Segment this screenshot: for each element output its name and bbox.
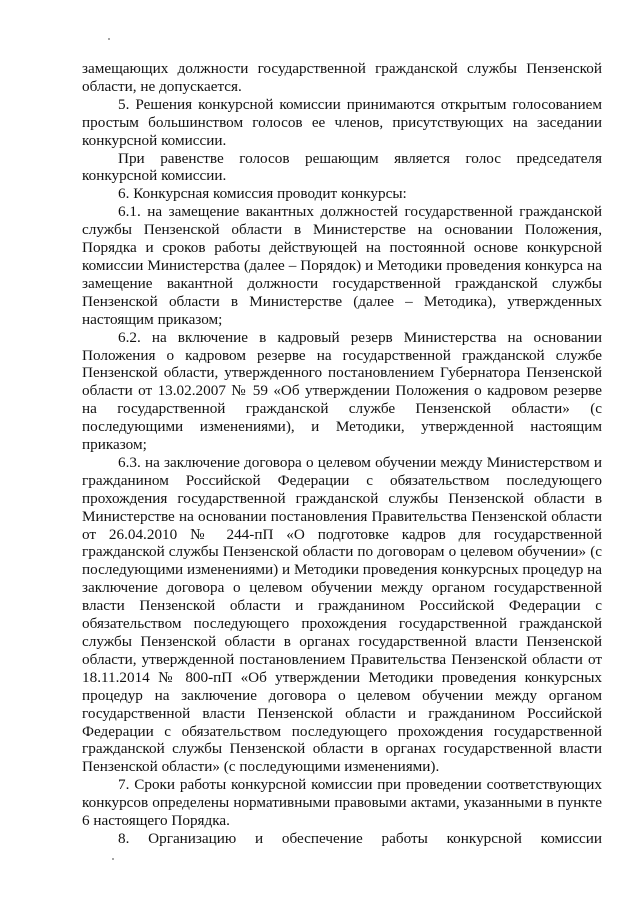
document-page [82,60,602,848]
paragraph-item-6-3: 6.3. на заключение договора о целевом обучении между Министерством и гражданином Российской Федерации с обязательством последующего прохождения государственной гражданской службы Пензенской области в Министерстве на основании постановления Правительства Пензенской области от 26.04.2010 № 244-пП «О подготовке кадров для государственной гражданской службы Пензенской области по договорам о целевом обучении» (с последующими изменениями) и Методики проведения конкурсных процедур на заключение договора о целевом обучении между органом государственной власти Пензенской области и гражданином Российской Федерации с обязательством последующего прохождения государственной гражданской службы Пензенской области в органах государственной власти Пензенской области, утвержденной постановлением Правительства Пензенской области от 18.11.2014 № 800-пП «Об утверждении Методики проведения конкурсных процедур на заключение договора о целевом обучении между органом государственной власти Пензенской области и гражданином Российской Федерации с обязательством последующего прохождения государственной гражданской службы Пензенской области в органах государственной власти Пензенской области» (с последующими изменениями). [82,453,602,776]
paragraph-continuation: замещающих должности государственной гражданской службы Пензенской области, не допускается. [82,60,602,95]
scan-speck [108,38,110,40]
paragraph-item-7: 7. Сроки работы конкурсной комиссии при проведении соответствующих конкурсов определены нормативными правовыми актами, указанными в пункте 6 настоящего Порядка. [82,776,602,830]
paragraph-item-6: 6. Конкурсная комиссия проводит конкурсы: [118,185,407,203]
paragraph-item-6-1: 6.1. на замещение вакантных должностей государственной гражданской службы Пензенской области в Министерстве на основании Положения, Порядка и сроков работы действующей на постоянной основе конкурсной комиссии Министерства (далее – Порядок) и Методики проведения конкурса на замещение вакантной должности государственной гражданской службы Пензенской области в Министерстве (далее – Методика), утвержденных настоящим приказом; [82,203,602,328]
scan-speck [112,858,114,860]
paragraph-item-6-2: 6.2. на включение в кадровый резерв Министерства на основании Положения о кадровом резерве на государственной гражданской службе Пензенской области, утвержденного постановлением Губернатора Пензенской области от 13.02.2007 № 59 «Об утверждении Положения о кадровом резерве на государственной гражданской службе Пензенской области» (с последующими изменениями), и Методики, утвержденной настоящим приказом; [82,328,602,454]
paragraph-item-8: 8. Организацию и обеспечение работы конкурсной комиссии [118,829,602,847]
paragraph-item-5: 5. Решения конкурсной комиссии принимаются открытым голосованием простым большинством голосов ее членов, присутствующих на заседании конкурсной комиссии. [82,95,602,149]
paragraph-tie-vote: При равенстве голосов решающим является голос председателя конкурсной комиссии. [82,149,602,185]
